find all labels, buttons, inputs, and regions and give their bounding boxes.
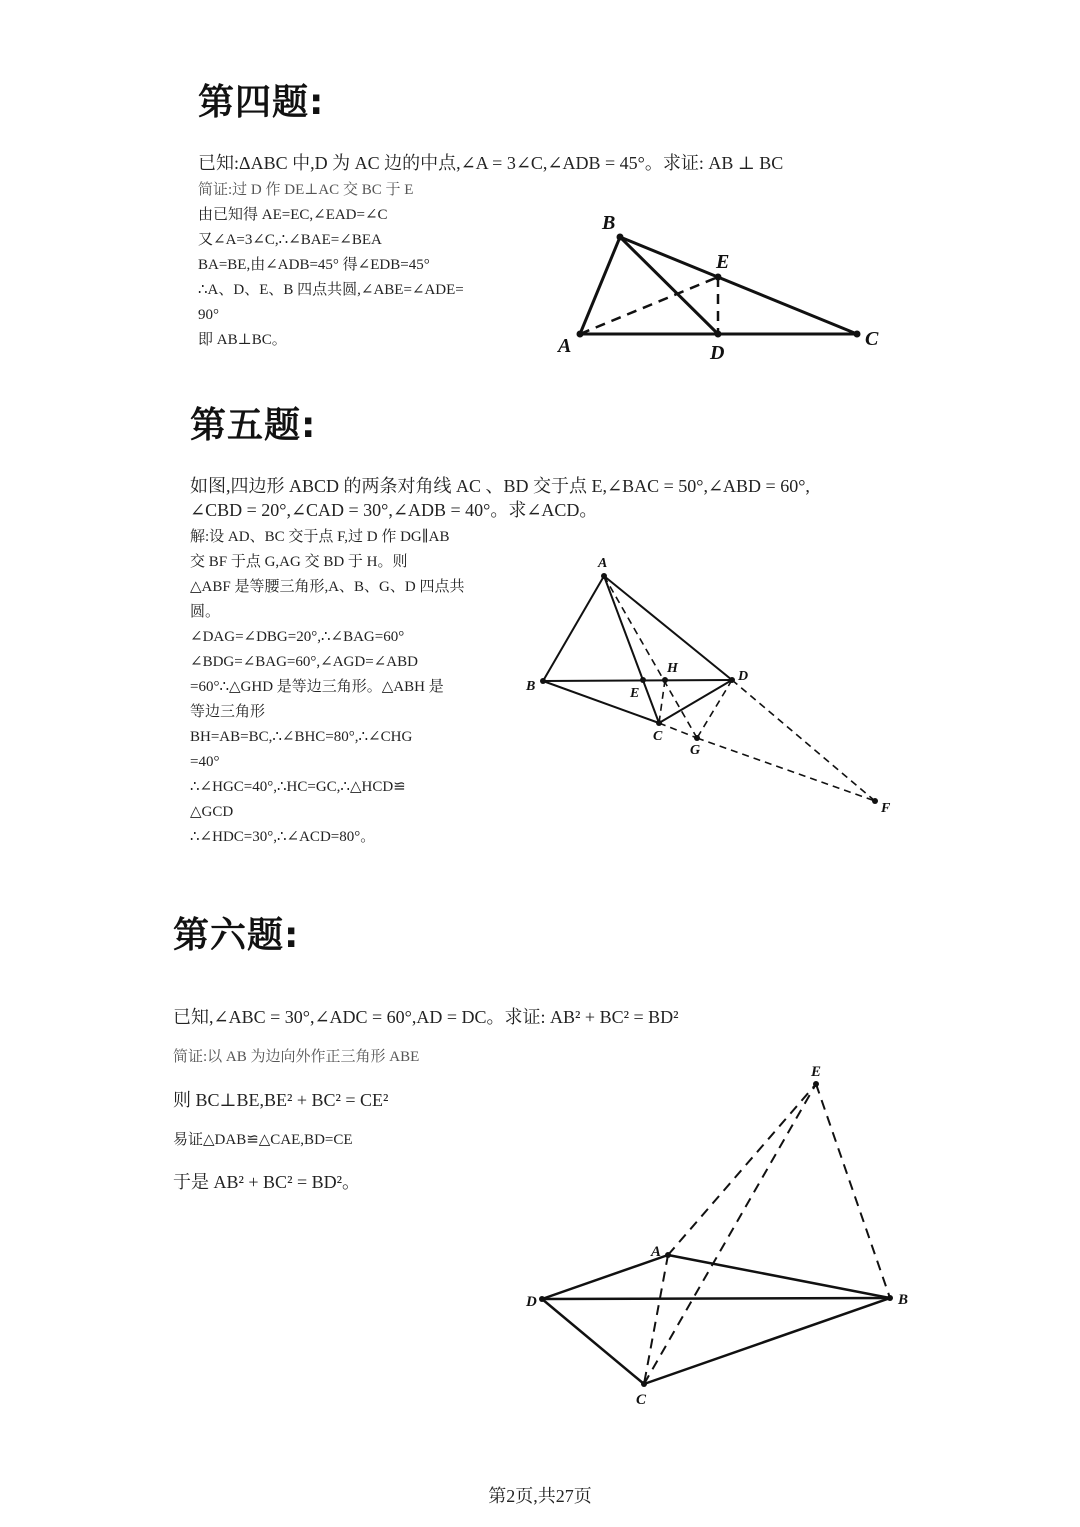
label-H: H: [667, 661, 678, 676]
segment-AB: [668, 1255, 890, 1298]
q4-proof-line: 由已知得 AE=EC,∠EAD=∠C: [198, 207, 388, 223]
label-A: A: [558, 335, 572, 357]
label-B: B: [526, 679, 536, 694]
q5-solution-line: 等边三角形: [190, 704, 266, 720]
page-number: 第2页,共27页: [488, 1486, 592, 1506]
point-A: [665, 1252, 671, 1258]
q4-given: 已知:ΔABC 中,D 为 AC 边的中点,∠A = 3∠C,∠ADB = 45°。求证: AB ⊥ BC: [198, 153, 784, 173]
label-F: F: [881, 801, 891, 816]
q5-solution-line: BH=AB=BC,∴∠BHC=80°,∴∠CHG: [190, 729, 413, 745]
q6-proof-line: 则 BC⊥BE,BE² + BC² = CE²: [173, 1090, 389, 1110]
label-B: B: [898, 1292, 909, 1308]
segment-DB: [542, 1298, 890, 1299]
segment-AE: [668, 1084, 816, 1255]
q5-solution-line: △GCD: [190, 804, 234, 820]
label-B: B: [602, 212, 616, 234]
label-D: D: [710, 342, 725, 364]
segment-CE: [644, 1084, 816, 1384]
label-D: D: [738, 669, 749, 684]
q4-title: 第四题:: [198, 82, 325, 123]
point-B: [887, 1295, 893, 1301]
q5-solution-line: 圆。: [190, 604, 221, 620]
q4-proof-line: ∴A、D、E、B 四点共圆,∠ABE=∠ADE=: [198, 282, 464, 298]
q6-proof-line: 易证△DAB≌△CAE,BD=CE: [173, 1132, 353, 1148]
q5-title: 第五题:: [190, 405, 317, 446]
q5-solution-line: ∴∠HGC=40°,∴HC=GC,∴△HCD≌: [190, 779, 406, 795]
segment-CB: [644, 1298, 890, 1384]
segment-EB: [816, 1084, 890, 1298]
label-A: A: [598, 556, 608, 571]
q5-solution-line: ∠BDG=∠BAG=60°,∠AGD=∠ABD: [190, 654, 418, 670]
q5-solution-line: ∠DAG=∠DBG=20°,∴∠BAG=60°: [190, 629, 405, 645]
q5-solution-line: △ABF 是等腰三角形,A、B、G、D 四点共: [190, 579, 465, 595]
segment-DC: [542, 1299, 644, 1384]
point-C: [641, 1381, 647, 1387]
segment-DA: [542, 1255, 668, 1299]
label-E: E: [811, 1064, 822, 1080]
q5-problem: ∠CBD = 20°,∠CAD = 30°,∠ADB = 40°。求∠ACD。: [190, 500, 598, 520]
label-E: E: [716, 251, 730, 273]
label-C: C: [865, 328, 879, 350]
q5-solution-line: =60°∴△GHD 是等边三角形。△ABH 是: [190, 679, 444, 695]
label-E: E: [630, 686, 640, 701]
q5-solution-line: ∴∠HDC=30°,∴∠ACD=80°。: [190, 829, 376, 845]
label-D: D: [526, 1294, 537, 1310]
q6-proof-line: 简证:以 AB 为边向外作正三角形 ABE: [173, 1049, 420, 1065]
q5-solution-line: 交 BF 于点 G,AG 交 BD 于 H。则: [190, 554, 408, 570]
q4-proof-line: 90°: [198, 307, 219, 323]
point-E: [813, 1081, 819, 1087]
q4-proof-line: BA=BE,由∠ADB=45° 得∠EDB=45°: [198, 257, 430, 273]
point-D: [539, 1296, 545, 1302]
q4-proof-line: 又∠A=3∠C,∴∠BAE=∠BEA: [198, 232, 382, 248]
q4-proof-line: 简证:过 D 作 DE⊥AC 交 BC 于 E: [198, 182, 414, 198]
label-A: A: [651, 1244, 662, 1260]
label-G: G: [690, 743, 701, 758]
q5-problem: 如图,四边形 ABCD 的两条对角线 AC 、BD 交于点 E,∠BAC = 50°,∠ABD = 60°,: [190, 476, 810, 496]
q6-title: 第六题:: [173, 915, 300, 956]
label-C: C: [636, 1392, 647, 1408]
q5-solution-line: 解:设 AD、BC 交于点 F,过 D 作 DG∥AB: [190, 529, 450, 545]
q5-solution-line: =40°: [190, 754, 220, 770]
q4-proof-line: 即 AB⊥BC。: [198, 332, 287, 348]
label-C: C: [653, 729, 663, 744]
q6-proof-line: 于是 AB² + BC² = BD²。: [173, 1172, 361, 1192]
q6-given: 已知,∠ABC = 30°,∠ADC = 60°,AD = DC。求证: AB² + BC² = BD²: [173, 1007, 679, 1027]
